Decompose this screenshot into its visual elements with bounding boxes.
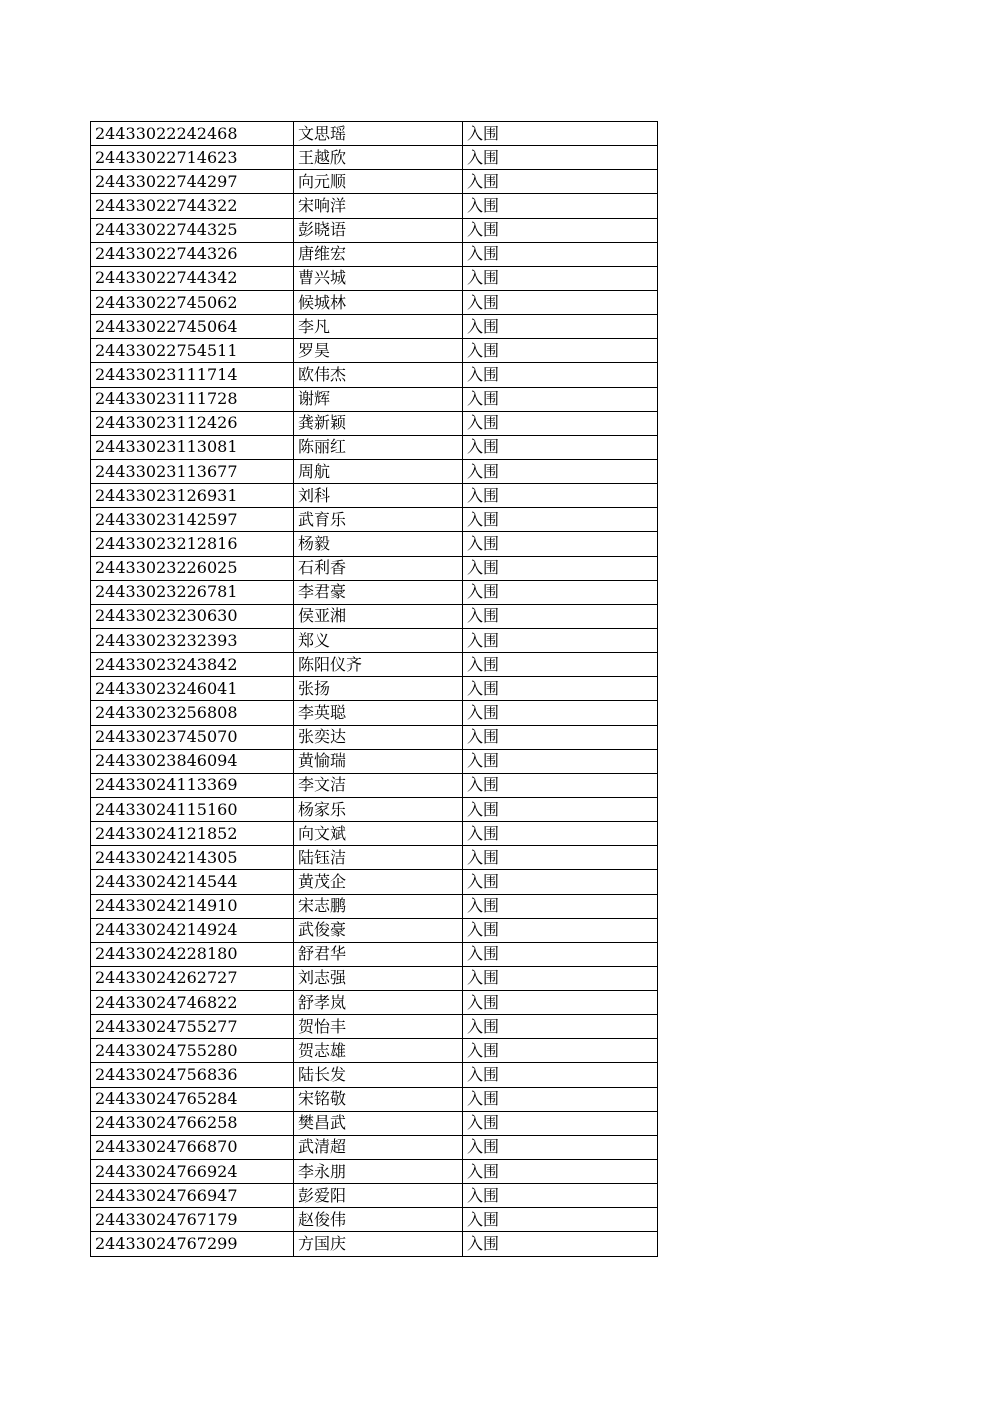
candidate-name-cell: 陆钰洁 [294, 846, 463, 870]
status-cell: 入围 [463, 122, 658, 146]
candidate-id-cell: 24433024113369 [91, 773, 294, 797]
results-table [90, 121, 658, 1257]
status-cell: 入围 [463, 339, 658, 363]
candidate-id-cell: 24433024755280 [91, 1039, 294, 1063]
candidate-name-cell: 李永朋 [294, 1160, 463, 1184]
table-row [91, 1111, 658, 1135]
candidate-id-cell: 24433024766924 [91, 1160, 294, 1184]
candidate-id-cell: 24433022744342 [91, 266, 294, 290]
status-cell: 入围 [463, 653, 658, 677]
candidate-id-cell: 24433024228180 [91, 942, 294, 966]
status-cell: 入围 [463, 677, 658, 701]
candidate-id-cell: 24433023846094 [91, 749, 294, 773]
status-cell: 入围 [463, 1015, 658, 1039]
candidate-name-cell: 候城林 [294, 290, 463, 314]
table-row [91, 797, 658, 821]
candidate-name-cell: 宋志鹏 [294, 894, 463, 918]
table-row [91, 846, 658, 870]
status-cell: 入围 [463, 218, 658, 242]
table-row [91, 701, 658, 725]
candidate-id-cell: 24433023113081 [91, 435, 294, 459]
status-cell: 入围 [463, 508, 658, 532]
table-row [91, 556, 658, 580]
status-cell: 入围 [463, 1039, 658, 1063]
candidate-name-cell: 李文洁 [294, 773, 463, 797]
status-cell: 入围 [463, 846, 658, 870]
status-cell: 入围 [463, 1184, 658, 1208]
candidate-name-cell: 李君豪 [294, 580, 463, 604]
candidate-id-cell: 24433024766258 [91, 1111, 294, 1135]
table-row [91, 242, 658, 266]
candidate-id-cell: 24433024765284 [91, 1087, 294, 1111]
candidate-name-cell: 侯亚湘 [294, 604, 463, 628]
candidate-id-cell: 24433023112426 [91, 411, 294, 435]
status-cell: 入围 [463, 290, 658, 314]
candidate-id-cell: 24433023226025 [91, 556, 294, 580]
candidate-id-cell: 24433023142597 [91, 508, 294, 532]
status-cell: 入围 [463, 942, 658, 966]
candidate-id-cell: 24433024756836 [91, 1063, 294, 1087]
candidate-name-cell: 陆长发 [294, 1063, 463, 1087]
status-cell: 入围 [463, 1087, 658, 1111]
candidate-name-cell: 方国庆 [294, 1232, 463, 1256]
status-cell: 入围 [463, 628, 658, 652]
table-row [91, 966, 658, 990]
status-cell: 入围 [463, 363, 658, 387]
candidate-name-cell: 向元顺 [294, 170, 463, 194]
status-cell: 入围 [463, 315, 658, 339]
candidate-id-cell: 24433024214544 [91, 870, 294, 894]
table-row [91, 749, 658, 773]
status-cell: 入围 [463, 749, 658, 773]
candidate-id-cell: 24433022744322 [91, 194, 294, 218]
status-cell: 入围 [463, 484, 658, 508]
candidate-name-cell: 贺志雄 [294, 1039, 463, 1063]
candidate-id-cell: 24433022744325 [91, 218, 294, 242]
candidate-id-cell: 24433023111714 [91, 363, 294, 387]
candidate-name-cell: 郑义 [294, 628, 463, 652]
candidate-name-cell: 舒君华 [294, 942, 463, 966]
table-row [91, 532, 658, 556]
table-row [91, 194, 658, 218]
table-row [91, 266, 658, 290]
table-row [91, 677, 658, 701]
table-row [91, 387, 658, 411]
candidate-id-cell: 24433023226781 [91, 580, 294, 604]
candidate-name-cell: 宋响洋 [294, 194, 463, 218]
status-cell: 入围 [463, 773, 658, 797]
candidate-id-cell: 24433024767299 [91, 1232, 294, 1256]
status-cell: 入围 [463, 1135, 658, 1159]
candidate-id-cell: 24433023126931 [91, 484, 294, 508]
table-row [91, 484, 658, 508]
candidate-name-cell: 石利香 [294, 556, 463, 580]
candidate-name-cell: 刘科 [294, 484, 463, 508]
status-cell: 入围 [463, 918, 658, 942]
table-row [91, 146, 658, 170]
status-cell: 入围 [463, 194, 658, 218]
candidate-name-cell: 陈丽红 [294, 435, 463, 459]
table-row [91, 411, 658, 435]
status-cell: 入围 [463, 822, 658, 846]
status-cell: 入围 [463, 170, 658, 194]
status-cell: 入围 [463, 1232, 658, 1256]
table-row [91, 822, 658, 846]
candidate-name-cell: 李凡 [294, 315, 463, 339]
candidate-id-cell: 24433023246041 [91, 677, 294, 701]
candidate-name-cell: 欧伟杰 [294, 363, 463, 387]
table-row [91, 122, 658, 146]
table-row [91, 991, 658, 1015]
candidate-id-cell: 24433022744326 [91, 242, 294, 266]
table-row [91, 1232, 658, 1256]
candidate-name-cell: 罗昊 [294, 339, 463, 363]
table-row [91, 580, 658, 604]
candidate-name-cell: 李英聪 [294, 701, 463, 725]
candidate-id-cell: 24433024766947 [91, 1184, 294, 1208]
table-row [91, 1135, 658, 1159]
candidate-id-cell: 24433023243842 [91, 653, 294, 677]
status-cell: 入围 [463, 242, 658, 266]
status-cell: 入围 [463, 459, 658, 483]
candidate-id-cell: 24433024746822 [91, 991, 294, 1015]
candidate-name-cell: 黄茂企 [294, 870, 463, 894]
candidate-name-cell: 向文斌 [294, 822, 463, 846]
candidate-id-cell: 24433024766870 [91, 1135, 294, 1159]
candidate-id-cell: 24433023256808 [91, 701, 294, 725]
candidate-name-cell: 武清超 [294, 1135, 463, 1159]
candidate-id-cell: 24433023232393 [91, 628, 294, 652]
candidate-name-cell: 文思瑶 [294, 122, 463, 146]
table-row [91, 918, 658, 942]
candidate-id-cell: 24433023230630 [91, 604, 294, 628]
status-cell: 入围 [463, 387, 658, 411]
candidate-id-cell: 24433022745062 [91, 290, 294, 314]
candidate-name-cell: 彭爱阳 [294, 1184, 463, 1208]
candidate-name-cell: 唐维宏 [294, 242, 463, 266]
candidate-name-cell: 武育乐 [294, 508, 463, 532]
status-cell: 入围 [463, 1160, 658, 1184]
status-cell: 入围 [463, 604, 658, 628]
table-row [91, 459, 658, 483]
candidate-name-cell: 贺怡丰 [294, 1015, 463, 1039]
candidate-id-cell: 24433023745070 [91, 725, 294, 749]
candidate-name-cell: 刘志强 [294, 966, 463, 990]
candidate-id-cell: 24433024214305 [91, 846, 294, 870]
table-row [91, 604, 658, 628]
table-row [91, 894, 658, 918]
candidate-id-cell: 24433024262727 [91, 966, 294, 990]
candidate-id-cell: 24433024755277 [91, 1015, 294, 1039]
candidate-id-cell: 24433024115160 [91, 797, 294, 821]
candidate-id-cell: 24433022754511 [91, 339, 294, 363]
candidate-id-cell: 24433022744297 [91, 170, 294, 194]
status-cell: 入围 [463, 556, 658, 580]
table-row [91, 170, 658, 194]
candidate-name-cell: 樊昌武 [294, 1111, 463, 1135]
results-table-body [91, 122, 658, 1257]
candidate-name-cell: 张扬 [294, 677, 463, 701]
table-row [91, 363, 658, 387]
candidate-id-cell: 24433023212816 [91, 532, 294, 556]
table-row [91, 942, 658, 966]
candidate-name-cell: 赵俊伟 [294, 1208, 463, 1232]
candidate-name-cell: 陈阳仪齐 [294, 653, 463, 677]
candidate-id-cell: 24433023111728 [91, 387, 294, 411]
table-row [91, 1015, 658, 1039]
candidate-id-cell: 24433024214910 [91, 894, 294, 918]
candidate-id-cell: 24433023113677 [91, 459, 294, 483]
candidate-name-cell: 舒孝岚 [294, 991, 463, 1015]
status-cell: 入围 [463, 435, 658, 459]
table-row [91, 725, 658, 749]
table-row [91, 1184, 658, 1208]
table-row [91, 773, 658, 797]
status-cell: 入围 [463, 1063, 658, 1087]
candidate-id-cell: 24433024121852 [91, 822, 294, 846]
status-cell: 入围 [463, 797, 658, 821]
status-cell: 入围 [463, 411, 658, 435]
candidate-name-cell: 王越欣 [294, 146, 463, 170]
table-row [91, 1039, 658, 1063]
status-cell: 入围 [463, 532, 658, 556]
candidate-name-cell: 彭晓语 [294, 218, 463, 242]
candidate-name-cell: 杨家乐 [294, 797, 463, 821]
status-cell: 入围 [463, 1208, 658, 1232]
candidate-id-cell: 24433024767179 [91, 1208, 294, 1232]
table-row [91, 653, 658, 677]
candidate-name-cell: 杨毅 [294, 532, 463, 556]
candidate-id-cell: 24433022714623 [91, 146, 294, 170]
status-cell: 入围 [463, 870, 658, 894]
candidate-id-cell: 24433024214924 [91, 918, 294, 942]
table-row [91, 339, 658, 363]
candidate-name-cell: 龚新颖 [294, 411, 463, 435]
candidate-id-cell: 24433022745064 [91, 315, 294, 339]
status-cell: 入围 [463, 146, 658, 170]
status-cell: 入围 [463, 725, 658, 749]
status-cell: 入围 [463, 266, 658, 290]
table-row [91, 1160, 658, 1184]
candidate-name-cell: 周航 [294, 459, 463, 483]
table-row [91, 1208, 658, 1232]
table-row [91, 218, 658, 242]
table-row [91, 1087, 658, 1111]
status-cell: 入围 [463, 966, 658, 990]
table-row [91, 870, 658, 894]
status-cell: 入围 [463, 894, 658, 918]
candidate-name-cell: 曹兴城 [294, 266, 463, 290]
candidate-name-cell: 张奕达 [294, 725, 463, 749]
status-cell: 入围 [463, 580, 658, 604]
table-row [91, 508, 658, 532]
table-row [91, 290, 658, 314]
candidate-id-cell: 24433022242468 [91, 122, 294, 146]
table-row [91, 435, 658, 459]
status-cell: 入围 [463, 701, 658, 725]
table-row [91, 628, 658, 652]
candidate-name-cell: 武俊豪 [294, 918, 463, 942]
candidate-name-cell: 谢辉 [294, 387, 463, 411]
status-cell: 入围 [463, 1111, 658, 1135]
status-cell: 入围 [463, 991, 658, 1015]
table-row [91, 1063, 658, 1087]
candidate-name-cell: 宋铭敬 [294, 1087, 463, 1111]
candidate-name-cell: 黄愉瑞 [294, 749, 463, 773]
table-row [91, 315, 658, 339]
